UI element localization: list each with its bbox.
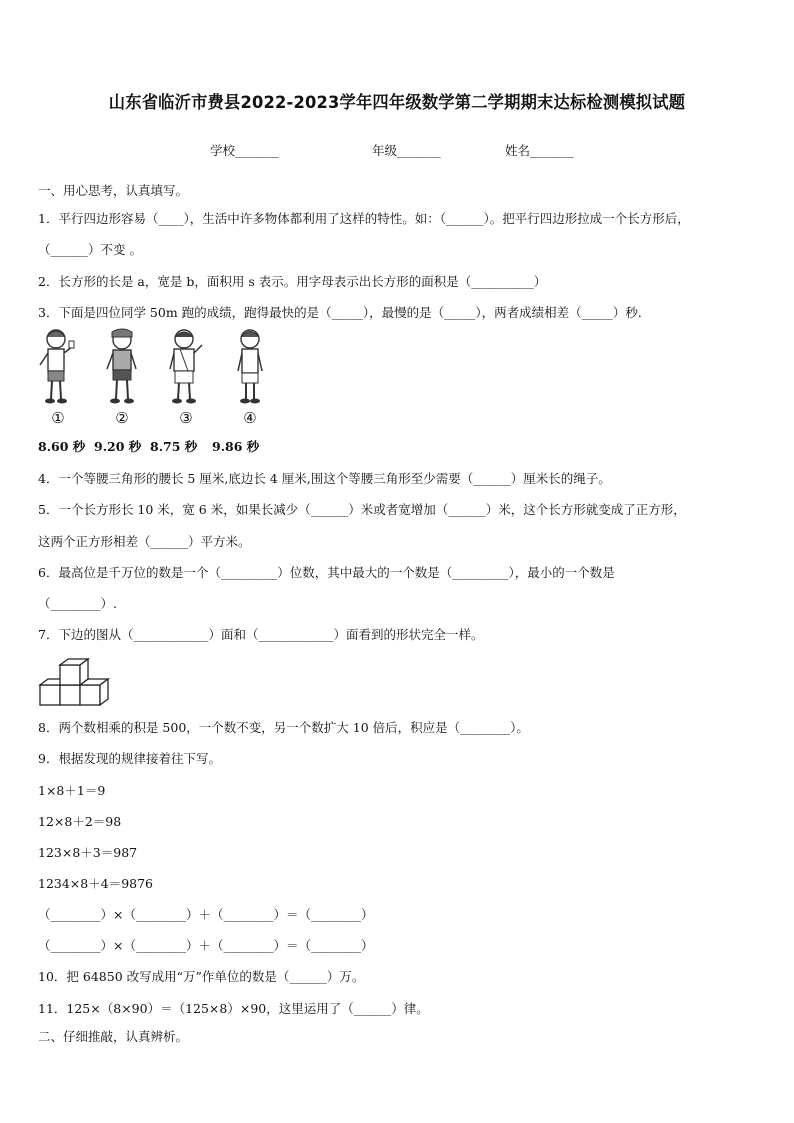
pattern-equation-2: 12×8＋2＝98	[38, 814, 122, 829]
grade-field[interactable]: 年级_______	[372, 143, 441, 158]
name-field[interactable]: 姓名_______	[505, 143, 574, 158]
boy-with-cap-icon	[98, 325, 146, 409]
question-10: 10．把 64850 改写成用“万”作单位的数是（______）万。	[38, 969, 365, 984]
question-1-line-1: 1．平行四边形容易（____），生活中许多物体都利用了这样的特性。如：（______）。把平行四边形拉成一个长方形后，	[38, 211, 690, 226]
cube-stack-figure	[38, 655, 110, 711]
runner-figure-4	[226, 325, 274, 429]
runner-figure-3	[162, 325, 210, 429]
question-1-line-2: （______）不变 。	[38, 242, 142, 257]
pattern-blank-row-1[interactable]: （________）×（________）＋（________）＝（________）	[38, 907, 374, 922]
question-5-line-1: 5．一个长方形长 10 米，宽 6 米，如果长减少（______）米或者宽增加（______）米，这个长方形就变成了正方形，	[38, 502, 686, 517]
runner-label-1: ①	[51, 409, 65, 427]
runner-figure-2	[98, 325, 146, 429]
runner-figure-1	[34, 325, 82, 429]
runner-label-4: ④	[243, 409, 257, 427]
pattern-equation-4: 1234×8＋4＝9876	[38, 876, 154, 891]
pattern-equation-1: 1×8＋1＝9	[38, 783, 106, 798]
question-11: 11．125×（8×90）＝（125×8）×90，这里运用了（______）律。	[38, 1001, 429, 1016]
boy-thumbs-up-icon	[34, 325, 82, 409]
boy-standing-icon	[226, 325, 274, 409]
question-4: 4．一个等腰三角形的腰长 5 厘米,底边长 4 厘米,围这个等腰三角形至少需要（______）厘米长的绳子。	[38, 471, 611, 486]
section-2-heading: 二、仔细推敲，认真辨析。	[38, 1029, 189, 1044]
question-7: 7．下边的图从（____________）面和（____________）面看到的形状完全一样。	[38, 627, 484, 642]
page-title: 山东省临沂市费县2022-2023学年四年级数学第二学期期末达标检测模拟试题	[108, 93, 686, 113]
runner-label-3: ③	[179, 409, 193, 427]
runner-label-2: ②	[115, 409, 129, 427]
question-6-line-2: （________）.	[38, 596, 117, 611]
runner-figures	[32, 325, 272, 435]
runner-time-4: 9.86 秒	[212, 439, 260, 454]
question-3: 3．下面是四位同学 50m 跑的成绩，跑得最快的是（_____），最慢的是（_____），两者成绩相差（_____）秒．	[38, 305, 651, 320]
pattern-equation-3: 123×8＋3＝987	[38, 845, 138, 860]
runner-time-2: 9.20 秒	[94, 439, 142, 454]
section-1-heading: 一、用心思考，认真填写。	[38, 183, 189, 198]
pattern-blank-row-2[interactable]: （________）×（________）＋（________）＝（________）	[38, 938, 374, 953]
runner-time-3: 8.75 秒	[150, 439, 198, 454]
student-info-row	[0, 141, 794, 159]
question-2: 2．长方形的长是 a，宽是 b，面积用 s 表示。用字母表示出长方形的面积是（__________）	[38, 274, 547, 289]
question-6-line-1: 6．最高位是千万位的数是一个（_________）位数，其中最大的一个数是（_________），最小的一个数是	[38, 565, 615, 580]
runner-time-1: 8.60 秒	[38, 439, 86, 454]
question-5-line-2: 这两个正方形相差（______）平方米。	[38, 534, 251, 549]
boy-with-backpack-icon	[162, 325, 210, 409]
question-8: 8．两个数相乘的积是 500，一个数不变，另一个数扩大 10 倍后，积应是（________）。	[38, 720, 529, 735]
school-field[interactable]: 学校_______	[210, 143, 279, 158]
question-9-intro: 9．根据发现的规律接着往下写。	[38, 751, 221, 766]
